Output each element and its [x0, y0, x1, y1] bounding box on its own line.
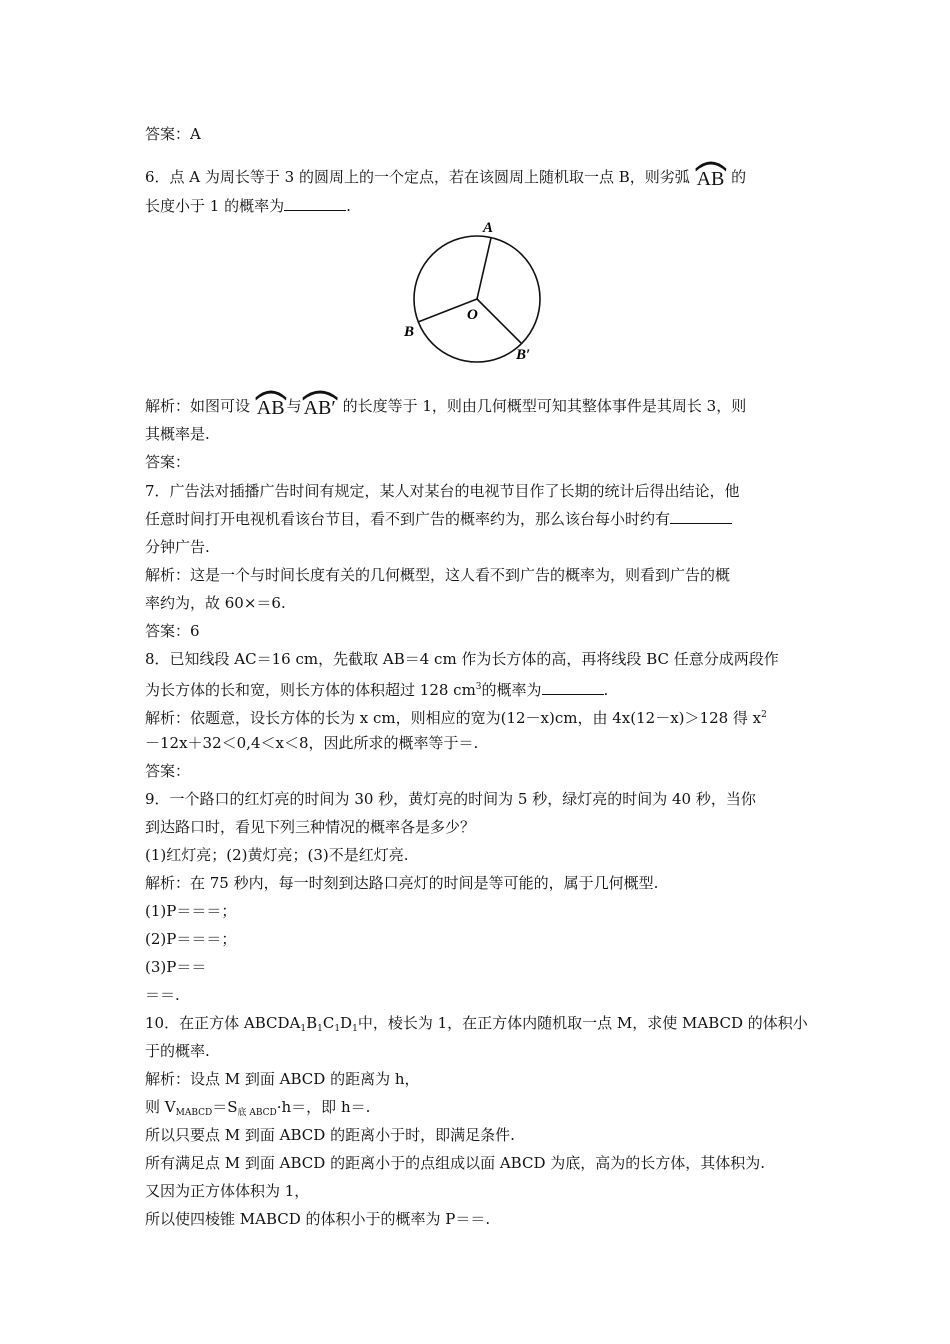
answer-8: 答案： [145, 762, 191, 780]
question-10-line-2: 于的概率. [145, 1042, 210, 1060]
question-7-line-2: 任意时间打开电视机看该台节目，看不到广告的概率约为，那么该台每小时约有 [145, 509, 732, 529]
solution-10-line-4: 所有满足点 M 到面 ABCD 的距离小于的点组成以面 ABCD 为底，高为的长方体，其体积为. [145, 1154, 766, 1172]
solution-8-line-2: －12x＋32＜0,4＜x＜8，因此所求的概率等于＝. [145, 734, 479, 752]
arc-ab: AB [255, 398, 287, 418]
solution-10-line-1: 解析：设点 M 到面 ABCD 的距离为 h， [145, 1070, 420, 1088]
solution-6-line-2: 其概率是. [145, 425, 210, 443]
label-o: O [467, 307, 478, 323]
label-b: B [404, 324, 415, 340]
label-a: A [483, 220, 494, 236]
arc-ab: AB [695, 169, 727, 189]
answer-blank [542, 680, 604, 695]
solution-6-line-1: 解析：如图可设 AB 与 AB′ 的长度等于 1，则由几何概型可知其整体事件是其周长 3，则 [145, 396, 746, 418]
answer-blank [284, 196, 346, 211]
answer-5: 答案：A [145, 125, 201, 143]
solution-9-line-3: (2)P＝＝＝； [145, 930, 237, 948]
solution-7-line-1: 解析：这是一个与时间长度有关的几何概型，这人看不到广告的概率为，则看到广告的概 [145, 566, 731, 584]
arc-ab-prime: AB′ [302, 398, 338, 418]
question-7-line-1: 7．广告法对插播广告时间有规定，某人对某台的电视节目作了长期的统计后得出结论，他 [145, 482, 740, 500]
label-b-prime: B′ [516, 347, 531, 363]
circle-diagram [395, 220, 555, 372]
solution-10-line-2: 则 $V_{MABCD}=S_{底 ABCD}\cdot h=$，即 h＝. [145, 1098, 371, 1118]
question-8-line-2: 为长方体的长和宽，则长方体的体积超过 128 $cm^3$的概率为 . [145, 681, 609, 699]
solution-10-line-5: 又因为正方体体积为 1， [145, 1182, 310, 1200]
question-9-line-2: 到达路口时，看见下列三种情况的概率各是多少？ [145, 818, 476, 836]
solution-8-line-1: 解析：依题意，设长方体的长为 x cm，则相应的宽为(12－x)cm，由 4x(12－x)＞128 得 $x^2$ [145, 709, 767, 727]
radius-oa [477, 238, 491, 299]
solution-9-line-1: 解析：在 75 秒内，每一时刻到达路口亮灯的时间是等可能的，属于几何概型. [145, 874, 659, 892]
solution-7-line-2: 率约为，故 60×＝6. [145, 594, 286, 612]
question-9-line-1: 9．一个路口的红灯亮的时间为 30 秒，黄灯亮的时间为 5 秒，绿灯亮的时间为 40 秒，当你 [145, 790, 756, 808]
solution-9-line-2: (1)P＝＝＝； [145, 902, 237, 920]
solution-10-line-6: 所以使四棱锥 MABCD 的体积小于的概率为 P＝＝. [145, 1210, 491, 1228]
question-10-line-1: 10．在正方体 $ABCDA_1B_1C_1D_1$中，棱长为 1，在正方体内随机取一点 M，求使 MABCD 的体积小 [145, 1014, 808, 1034]
question-6-line-2: 长度小于 1 的概率为 . [145, 197, 351, 215]
answer-6: 答案： [145, 453, 191, 471]
document-page [145, 0, 807, 1344]
answer-7: 答案：6 [145, 622, 200, 640]
answer-blank [670, 509, 732, 524]
solution-9-line-4: (3)P＝＝ [145, 958, 207, 976]
radius-ob-prime [477, 299, 521, 343]
solution-10-line-3: 所以只要点 M 到面 ABCD 的距离小于时，即满足条件. [145, 1126, 515, 1144]
solution-9-line-5: ＝＝. [145, 986, 180, 1004]
question-6-line-1: 6．点 A 为周长等于 3 的圆周上的一个定点，若在该圆周上随机取一点 B，则劣弧 AB 的 [145, 167, 746, 189]
question-9-line-3: (1)红灯亮；(2)黄灯亮；(3)不是红灯亮. [145, 846, 409, 864]
question-7-line-3: 分钟广告. [145, 538, 210, 556]
question-8-line-1: 8．已知线段 AC＝16 cm，先截取 AB＝4 cm 作为长方体的高，再将线段 BC 任意分成两段作 [145, 650, 779, 668]
